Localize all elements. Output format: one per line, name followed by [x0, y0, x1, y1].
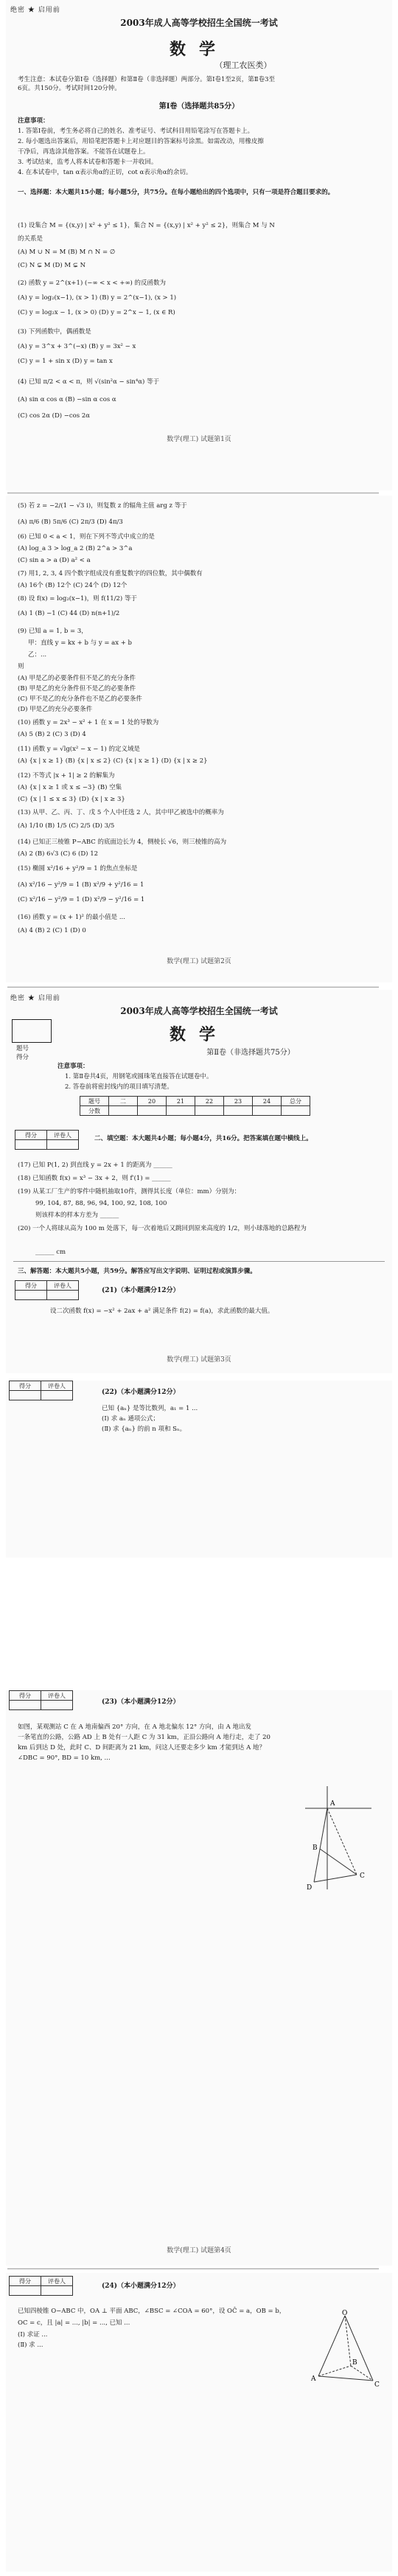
table-cell: 24 [253, 1097, 282, 1106]
question-line: (12) 不等式 |x + 1| ≥ 2 的解集为 [18, 772, 115, 780]
segment-bc [320, 1849, 357, 1875]
question-line: (20) 一个人将球从高为 100 m 处落下，每一次着地后又跳回到原来高度的 1/2，则小球落地的总路程为 [18, 1225, 307, 1232]
label-o: O [342, 2310, 348, 2317]
table-row [80, 1097, 310, 1106]
section-instruction: 一、选择题：本大题共15小题；每小题5分，共75分。在每小题给出的四个选项中，只有一项是符合题目要求的。 [18, 189, 335, 196]
grader-label: 评卷人 [47, 1131, 79, 1140]
table-cell: 总分 [282, 1097, 310, 1106]
question-line: (A) y = log₂(x−1), (x > 1) (B) y = 2^(x−1), (x > 1) [18, 294, 177, 302]
grader-label: 评卷人 [47, 1281, 79, 1291]
label-a: A [330, 1800, 335, 1808]
question-line: (Ⅱ) 求 {aₙ} 的前 n 项和 Sₙ。 [102, 1426, 186, 1433]
question-line: 如图，某观测站 C 在 A 地南偏西 20° 方向，在 A 地北偏东 12° 方向，由 A 地出发 [18, 1723, 251, 1731]
score-cell[interactable] [10, 2286, 41, 2296]
grader-label: 评卷人 [41, 2277, 73, 2286]
question-heading: (22)（本小题满分12分） [102, 1389, 180, 1396]
question-line: (15) 椭圆 x²/16 + y²/9 = 1 的焦点坐标是 [18, 865, 138, 872]
note-line: 2. 每小题选出答案后，用铅笔把答题卡上对应题目的答案标号涂黑。如需改动，用橡皮擦 [18, 138, 264, 145]
label-b: B [313, 1844, 318, 1852]
label-c: C [360, 1872, 365, 1880]
question-line: (A) log_a 3 > log_a 2 (B) 2^a > 3^a [18, 545, 133, 552]
pyramid-figure [308, 2310, 382, 2391]
question-line: 一条笔直的公路，公路 AD 上 B 处有一人距 C 为 31 km，正沿公路向 A 地行走，走了 20 [18, 1734, 270, 1741]
question-line: 则该样本的样本方差为 ______ [35, 1212, 119, 1219]
label-d: D [307, 1884, 313, 1892]
question-line: 已知 {aₙ} 是等比数列，a₁ = 1 ... [102, 1405, 198, 1412]
page-footer: 数学(理工) 试题第4页 [167, 2247, 231, 2254]
page-footer: 数学(理工) 试题第1页 [167, 436, 231, 443]
question-line: (6) 已知 0 < a < 1，则在下列不等式中成立的是 [18, 533, 155, 541]
question-line: (A) 2 (B) 6√3 (C) 6 (D) 12 [18, 850, 99, 858]
grader-cell[interactable] [41, 2286, 73, 2296]
question-line: (17) 已知 P(1, 2) 到直线 y = 2x + 1 的距离为 ______ [18, 1162, 172, 1169]
score-label: 得分 [10, 1381, 41, 1391]
table-cell: 题号 [80, 1097, 109, 1106]
scorer-box [9, 2276, 73, 2296]
question-line: (A) 甲是乙的必要条件但不是乙的充分条件 [18, 675, 136, 682]
question-heading: (23)（本小题满分12分） [102, 1698, 180, 1706]
question-line: (C) y = log₂x − 1, (x > 0) (D) y = 2^x − 1, (x ∈ R) [18, 309, 175, 316]
score-label: 得分 [15, 1281, 47, 1291]
score-label: 得分 [15, 1131, 47, 1140]
note-line: 干净后，再选涂其他答案。不能答在试题卷上。 [18, 148, 150, 156]
grader-cell[interactable] [47, 1140, 79, 1150]
page-5 [6, 2273, 392, 2572]
question-line: km 后到达 D 处，此时 C、D 间距离为 21 km，问这人还要走多少 km 才能到达 A 地？ [18, 1744, 265, 1752]
question-line: (C) cos 2α (D) −cos 2α [18, 412, 90, 420]
scorer-box [15, 1280, 79, 1300]
question-line: (C) y = 1 + sin x (D) y = tan x [18, 358, 113, 365]
grader-label: 评卷人 [41, 1381, 73, 1391]
note-line: 3. 考试结束，监考人将本试卷和答题卡一并收回。 [18, 159, 158, 166]
score-label: 得分 [10, 2277, 41, 2286]
question-line: (14) 已知正三棱锥 P−ABC 的底面边长为 4，侧棱长 √6，则三棱锥的高为 [18, 839, 227, 846]
side-label: 题号 [16, 1045, 29, 1052]
question-line: (A) 4 (B) 2 (C) 1 (D) 0 [18, 927, 86, 934]
table-cell[interactable] [253, 1106, 282, 1116]
question-line: (C) {x | 1 ≤ x ≤ 3} (D) {x | x ≥ 3} [18, 796, 125, 803]
score-cell[interactable] [15, 1140, 47, 1150]
exam-title: 2003年成人高等学校招生全国统一考试 [120, 1006, 278, 1016]
note-line: 2. 答卷前将密封线内的项目填写清楚。 [65, 1083, 173, 1091]
question-line: (A) 5 (B) 2 (C) 3 (D) 4 [18, 731, 86, 738]
secret-label: 绝密 ★ 启用前 [10, 995, 60, 1002]
question-line: (13) 从甲、乙、丙、丁、戊 5 个人中任选 2 人，其中甲乙被选中的概率为 [18, 809, 224, 816]
section-instruction: 二、填空题：本大题共4小题；每小题4分，共16分。把答案填在题中横线上。 [94, 1135, 313, 1142]
question-line: (A) M ∪ N = M (B) M ∩ N = ∅ [18, 249, 116, 256]
note-line: 注意事项： [18, 117, 49, 125]
question-line: (C) x²/16 − y²/9 = 1 (D) x²/9 − y²/16 = 1 [18, 896, 145, 903]
subject-title: 数学 [169, 1025, 228, 1044]
table-cell: 二 [109, 1097, 138, 1106]
table-cell: 22 [195, 1097, 224, 1106]
page-footer: 数学(理工) 试题第3页 [167, 1356, 231, 1364]
question-line: (C) sin a > a (D) a² < a [18, 557, 91, 564]
label-c: C [374, 2381, 380, 2389]
geometry-figure [298, 1779, 379, 1897]
segment-dc [314, 1875, 357, 1882]
question-line: (3) 下列函数中，偶函数是 [18, 328, 91, 336]
intro-line: 考生注意：本试卷分第Ⅰ卷（选择题）和第Ⅱ卷（非选择题）两部分。第Ⅰ卷1至2页，第Ⅱ卷3至 [18, 76, 275, 83]
question-line: (Ⅰ) 求证 ... [18, 2331, 48, 2339]
scorer-box [9, 1690, 73, 1710]
intro-line: 6页。共150分。考试时间120分钟。 [18, 85, 121, 92]
page-3 [6, 990, 392, 1373]
track-label: （理工农医类） [214, 60, 272, 70]
table-cell[interactable] [224, 1106, 253, 1116]
grader-cell[interactable] [47, 1291, 79, 1300]
question-line: 则 [18, 663, 24, 670]
question-heading: (24)（本小题满分12分） [102, 2282, 180, 2290]
question-line: (9) 已知 a = 1, b = 3， [18, 628, 88, 635]
question-heading: (21)（本小题满分12分） [102, 1287, 180, 1294]
score-cell[interactable] [10, 1391, 41, 1400]
edge-ab [318, 2366, 351, 2376]
question-line: (C) 甲不是乙的充分条件也不是乙的必要条件 [18, 695, 142, 703]
question-line: (B) 甲是乙的充分条件但不是乙的必要条件 [18, 685, 136, 692]
table-cell[interactable] [138, 1106, 167, 1116]
edge-ac [318, 2376, 373, 2381]
table-cell: 20 [138, 1097, 167, 1106]
score-label: 得分 [10, 1691, 41, 1701]
table-cell: 21 [167, 1097, 195, 1106]
note-line: 注意事项： [57, 1063, 89, 1070]
table-cell[interactable] [195, 1106, 224, 1116]
scorer-box [9, 1381, 73, 1400]
question-line: 乙：... [28, 651, 47, 659]
page-divider [7, 2268, 379, 2269]
question-line: (C) N ⊊ M (D) M ⊊ N [18, 262, 86, 269]
question-line: (16) 函数 y = (x + 1)² 的最小值是 ... [18, 914, 125, 921]
grader-cell[interactable] [41, 1391, 73, 1400]
page-1 [6, 0, 392, 490]
table-cell[interactable] [167, 1106, 195, 1116]
question-line: (Ⅰ) 求 aₙ 通项公式； [102, 1415, 159, 1423]
table-cell: 23 [224, 1097, 253, 1106]
table-cell[interactable] [109, 1106, 138, 1116]
exam-title: 2003年成人高等学校招生全国统一考试 [120, 18, 278, 28]
question-line: (A) 1/10 (B) 1/5 (C) 2/5 (D) 3/5 [18, 822, 115, 830]
question-line: (4) 已知 π/2 < α < π，则 √(sin²α − sin⁴α) 等于 [18, 378, 160, 386]
question-line: ______ cm [35, 1249, 66, 1256]
scorer-box [15, 1130, 79, 1150]
secret-label: 绝密 ★ 启用前 [10, 7, 60, 14]
score-cell[interactable] [15, 1291, 47, 1300]
volume-label: 第Ⅱ卷（非选择题共75分） [206, 1049, 295, 1057]
question-line: (A) π/6 (B) 5π/6 (C) 2π/3 (D) 4π/3 [18, 518, 123, 526]
question-line: (19) 从某工厂生产的零件中随机抽取10件，测得其长度（单位：mm）分别为： [18, 1188, 241, 1195]
question-line: 甲：直线 y = kx + b 与 y = ax + b [28, 639, 133, 647]
question-line: (18) 已知函数 f(x) = x³ − 3x + 2，则 f′(1) = ______ [18, 1175, 171, 1182]
page-footer: 数学(理工) 试题第2页 [167, 958, 231, 965]
side-label: 得分 [16, 1054, 29, 1061]
label-b: B [352, 2359, 357, 2367]
note-line: 1. 第Ⅱ卷共4页，用钢笔或圆珠笔直接答在试题卷中。 [65, 1073, 213, 1080]
page-4 [6, 1690, 392, 2266]
note-line: 1. 答第Ⅰ卷前，考生务必将自己的姓名、准考证号、考试科目用铅笔涂写在答题卡上。 [18, 128, 254, 135]
section-instruction: 三、解答题：本大题共5小题，共59分。解答应写出文字说明、证明过程或演算步骤。 [18, 1268, 256, 1275]
question-line: 99, 104, 87, 88, 96, 94, 100, 92, 108, 100 [35, 1200, 167, 1207]
question-line: (10) 函数 y = 2x³ − x² + 1 在 x = 1 处的导数为 [18, 719, 159, 726]
question-line: (A) 1 (B) −1 (C) 44 (D) n(n+1)/2 [18, 610, 120, 617]
page-3-answer-area [6, 1381, 392, 1558]
question-line: 设二次函数 f(x) = −x² + 2ax + a² 满足条件 f(2) = f(a)，求此函数的最大值。 [50, 1308, 274, 1315]
section-divider [13, 1261, 385, 1262]
question-line: (2) 函数 y = 2^(x+1) (−∞ < x < +∞) 的反函数为 [18, 280, 167, 287]
table-cell[interactable] [282, 1106, 310, 1116]
question-line: (A) x²/16 − y²/9 = 1 (B) x²/9 + y²/16 = 1 [18, 881, 144, 889]
note-line: 4. 在本试卷中，tan α表示角α的正切，cot α表示角α的余切。 [18, 169, 192, 176]
question-line: 的关系是 [18, 235, 43, 243]
question-line: (A) 16个 (B) 12个 (C) 24个 (D) 12个 [18, 582, 128, 589]
question-line: (A) {x | x ≥ 1} (B) {x | x ≤ 2} (C) {x | x ≥ 1} (D) {x | x ≥ 2} [18, 757, 208, 765]
subject-title: 数学 [169, 40, 228, 59]
question-line: (Ⅱ) 求 ... [18, 2341, 43, 2349]
table-row [80, 1106, 310, 1116]
label-a: A [311, 2375, 316, 2383]
question-line: (5) 若 z = −2/(1 − √3 i)，则复数 z 的辐角主值 arg z 等于 [18, 502, 187, 510]
page-2 [6, 496, 392, 982]
question-line: 已知四棱锥 O−ABC 中，OA ⊥ 平面 ABC，∠BSC = ∠COA = 60°，设 OĈ = a，OB = b， [18, 2308, 286, 2315]
table-cell: 分数 [80, 1106, 109, 1116]
question-line: (A) y = 3^x + 3^(−x) (B) y = 3x² − x [18, 343, 136, 350]
question-line: (A) {x | x ≥ 1 或 x ≤ −3} (B) 空集 [18, 784, 122, 791]
question-line: ∠DBC = 90°, BD = 10 km, ... [18, 1754, 111, 1762]
score-cell[interactable] [10, 1701, 41, 1710]
question-line: (A) sin α cos α (B) −sin α cos α [18, 396, 116, 403]
volume-label: 第Ⅰ卷（选择题共85分） [158, 103, 240, 111]
question-line: (1) 设集合 M = {(x,y) | x² + y² ≤ 1}，集合 N = {(x,y) | x² + y² ≤ 2}，则集合 M 与 N [18, 222, 275, 229]
edge-oa [318, 2316, 345, 2376]
question-line: (8) 设 f(x) = log₂(x−1)，则 f(11/2) 等于 [18, 595, 137, 603]
question-line: OC = c，且 |a| = ..., |b| = ..., 已知 ... [18, 2319, 130, 2327]
grader-label: 评卷人 [41, 1691, 73, 1701]
score-table [80, 1096, 310, 1116]
question-line: (7) 用1, 2, 3, 4 四个数字组成没有重复数字的四位数，其中偶数有 [18, 570, 203, 577]
question-line: (D) 甲是乙的充分必要条件 [18, 706, 93, 713]
grader-cell[interactable] [41, 1701, 73, 1710]
question-line: (11) 函数 y = √lg(x² − x − 1) 的定义域是 [18, 746, 141, 753]
